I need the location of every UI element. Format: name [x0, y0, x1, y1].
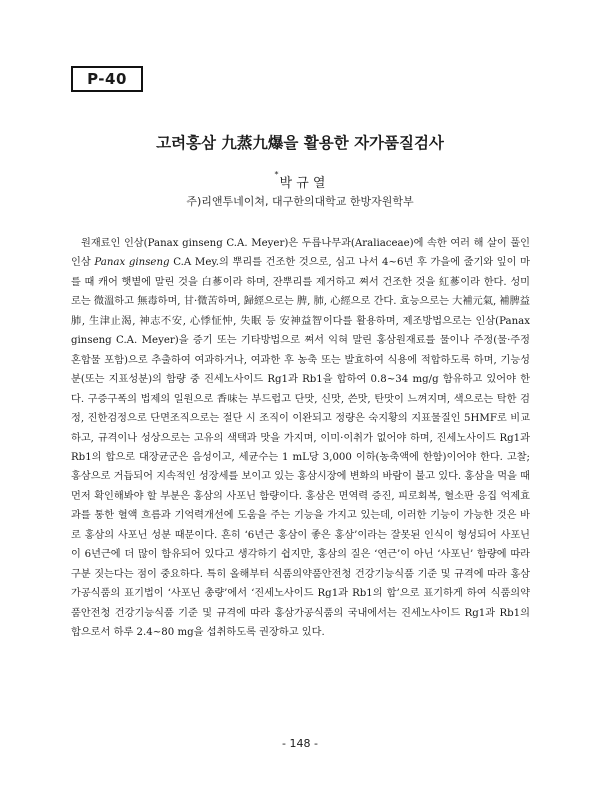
page-number: - 148 -	[282, 737, 318, 750]
abstract-text-2: C.A Mey.의 뿌리를 건조한 것으로, 심고 나서 4~6년 후 가을에 줄기와 잎이 마를 때 캐어 햇볕에 말린 것을 白蔘이라 하며, 잔뿌리를 제거하고 쪄서 건조한 것을 紅蔘이라 한다. 성미로는 微溫하고 無毒하며, 甘·微苦하며, 歸經으로는 脾, 肺, 心經으로 간다. 효능으로는 大補元氣, 補脾益肺, 生津止渴, 神志不安, 心悸怔忡, 失眠 등 安神益智이다를 활용하며, 제조방법으로는 인삼(Panax ginseng C.A. Meyer)을 증기 또는 기타방법으로 쪄서 익혀 말린 홍삼원재료를 물이나 주정(물·주정 혼합물 포함)으로 추출하여 여과하거나, 여과한 후 농축 또는 발효하여 식용에 적합하도록 하며, 기능성분(또는 지표성분)의 함량 중 진세노사이드 Rg1과 Rb1을 합하여 0.8~34 mg/g 함유하고 있어야 한다. 구증구폭의 법제의 일원으로 香味는 부드럽고 단맛, 신맛, 쓴맛, 탄맛이 느껴지며, 색으로는 탁한 검정, 진한검정으로 단면조직으로는 절단 시 조직이 이완되고 정량은 숙지황의 지표물질인 5HMF로 비교하고, 규격이나 성상으로는 고유의 색택과 맛을 가지며, 이미·이취가 없어야 하며, 진세노사이드 Rg1과 Rb1의 합으로 대장균군은 음성이고, 세균수는 1 mL당 3,000 이하(농축액에 한함)이어야 한다. 고찰; 홍삼으로 거듭되어 지속적인 성장세를 보이고 있는 홍삼시장에 변화의 바람이 불고 있다. 홍삼을 먹을 때 먼저 확인해봐야 할 부분은 홍삼의 사포닌 함량이다. 홍삼은 면역력 증진, 피로회복, 혈소판 응집 억제효과를 통한 혈액 흐름과 기억력개선에 도움을 주는 기능을 가지고 있는데, 이러한 기능이 가능한 것은 바로 홍삼의 사포닌 성분 때문이다. 흔히 ‘6년근 홍삼이 좋은 홍삼’이라는 잘못된 인식이 형성되어 사포닌이 6년근에 더 많이 함유되어 있다고 생각하기 쉽지만, 홍삼의 질은 ‘연근’이 아닌 ‘사포닌’ 함량에 따라 구분 짓는다는 점이 중요하다. 특히 올해부터 식품의약품안전청 건강기능식품 기준 및 규격에 따라 홍삼가공식품의 표기법이 ‘사포닌 총량’에서 ‘진세노사이드 Rg1과 Rb1의 합’으로 표기하게 하여 식품의약품안전청 건강기능식품 기준 및 규격에 따라 홍삼가공식품의 국내에서는 진세노사이드 Rg1과 Rb1의 합으로서 하루 2.4~80 mg을 섭취하도록 권장하고 있다.	[71, 257, 530, 639]
abstract-species-italic: Panax ginseng	[94, 257, 170, 269]
abstract-text-1: 원재료인 인삼(Panax ginseng C.A. Meyer)은 두릅나무과(Araliaceae)에 속한 여러 해 살이 풀인 인삼	[71, 238, 530, 269]
abstract-body	[71, 234, 530, 643]
abstract-paragraph	[71, 234, 530, 643]
corresponding-mark: *	[274, 170, 279, 179]
poster-number-badge: P-40	[71, 66, 143, 92]
affiliation: 주)리앤투네이쳐, 대구한의대학교 한방자원학부	[186, 195, 414, 208]
author-line	[0, 172, 600, 191]
paper-title: 고려홍삼 九蒸九爆을 활용한 자가품질검사	[156, 134, 444, 152]
author-name: 박 규 열	[279, 176, 326, 191]
